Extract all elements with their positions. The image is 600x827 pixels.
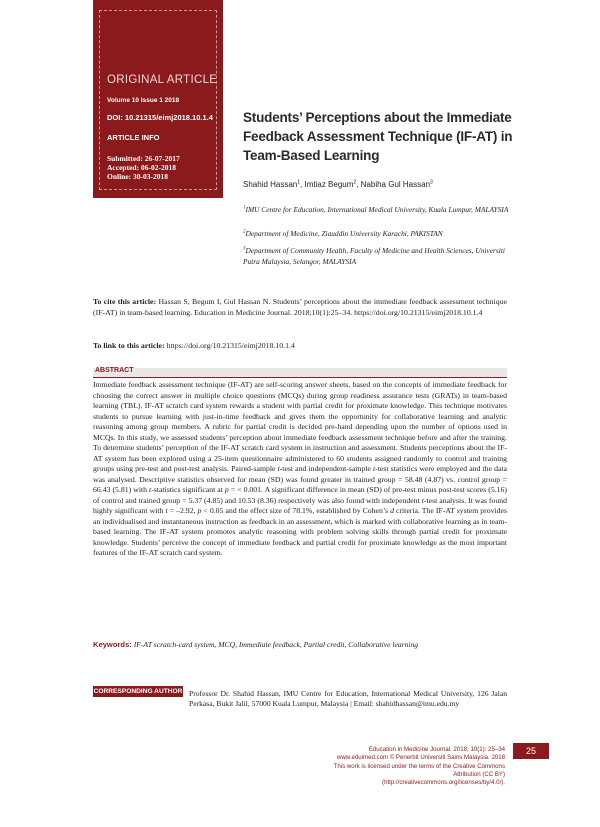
abstract-symbol: t [149,485,152,494]
abstract-heading: ABSTRACT [95,367,134,374]
link-label: To link to this article: [93,341,165,350]
doi: DOI: 10.21315/eimj2018.10.1.4 [107,113,213,122]
corresponding-author-label: CORRESPONDING AUTHOR [93,688,183,695]
author-list [243,180,433,189]
author-separator: , [300,180,305,189]
author-name: Nabiha Gul Hassan [360,180,431,189]
article-dates [107,154,180,181]
affiliation [243,246,523,267]
article-info-label: ARTICLE INFO [107,133,160,142]
author-name: Shahid Hassan [243,180,298,189]
author-name: Imtiaz Begum [304,180,354,189]
abstract-heading-bar [93,368,507,378]
article-info-panel [93,0,223,198]
keywords [93,640,507,650]
abstract-symbol: t [372,464,376,473]
affiliation-text: Department of Medicine, Ziauddin University Karachi, PAKISTAN [245,229,443,238]
abstract-text: < 0.05 and the effect size of 78.1%, established by Cohen’s [201,506,391,515]
affiliation-text: IMU Centre for Education, International Medical University, Kuala Lumpur, MALAYSIA [245,205,509,214]
footer-license-url: (http://creativecommons.org/licenses/by/4.0/). [382,779,505,787]
online-date: Online: 30-03-2018 [107,172,169,181]
page-number: 25 [513,743,549,759]
abstract-text: -statistics significant at [151,485,225,494]
abstract-symbol: t [277,464,280,473]
author-affil-mark: 1 [297,179,301,186]
affiliation [243,229,523,240]
article-link [93,341,295,350]
volume-info: Volume 10 Issue 1 2018 [107,97,180,104]
submitted-date: Submitted: 26-07-2017 [107,154,180,163]
abstract-text: -test and independent-sample [279,464,373,473]
citation [93,297,507,318]
keywords-label: Keywords: [93,640,132,649]
affiliation-text: Department of Community Health, Faculty of Medicine and Health Sciences, Universiti Putra Malaysia, Selangor, MALAYSIA [243,246,505,266]
abstract-body [93,380,507,559]
affiliation-mark: 3 [243,246,246,252]
abstract-text: -test statistics were employed and the data was analysed. Descriptive statistics observed for mean (SD) was found greater in trained group = 58.48 (4.87) vs. control group = 66.43 (5.81) with [93,464,507,494]
abstract-symbol: p [224,485,229,494]
abstract-text: criteria. The IF-AT system provides an individualised and instantaneous instruction as feedback in an assessment, which is marked with collaborative learning as in team-based learning. The IF-AT system promotes analytic reasoning with problem solving skills through partial credit for proximate knowledge. Students’ perceive the concept of immediate feedback and partial credit for proximate knowledge as the most important features of the IF-AT scratch card system. [93,506,507,557]
doi-link[interactable]: https://doi.org/10.21315/eimj2018.10.1.4 [166,341,295,350]
citation-text: Hassan S, Begum I, Gul Hassan N. Students’ perceptions about the immediate feedback assessment technique (IF-AT) in team-based learning. Education in Medicine Journal. 2018;10(1):25–34. https://doi.org/10.21315/eimj2018.10.1.4 [93,297,507,317]
abstract-text: -test analysis. It was found highly significant with [93,495,507,515]
abstract-text: Immediate feedback assessment technique (IF-AT) are self-scoring answer sheets, based on the concepts of immediate feedback for choosing the correct answer in multiple choice questions (MCQs) during group readiness assurance tests (GRATs) in team-based learning (TBL). IF-AT scratch card system rewards a student with partial credit for proximate knowledge. This technique motivates students to pursue learning with just-in-time feedback and gives them the opportunity for collaborative learning and analytic reasoning among group members. A rubric for partial credit is decided pre-hand depending upon the number of options used in MCQs. In this study, we assessed students’ perception about immediate feedback assessment technique before and after the training. To determine students’ perception of the IF-AT scratch card system in instruction and assessment. Students perceptions about the IF-AT system has been explored using a 25-item questionnaire administered to 60 students assigned randomly to control and training groups using pre-test and post-test analysis. Paired-sample [93,380,507,473]
corresponding-author-details: Professor Dr. Shahid Hassan, IMU Centre for Education, International Medical University, 126 Jalan Perkasa, Bukit Jalil, 57000 Kuala Lumpur, Malaysia | Email: shahidhassan@imu.edu.my [189,689,507,708]
keywords-list: IF-AT scratch-card system, MCQ, Immediate feedback, Partial credit, Collaborative learning [133,640,419,649]
accepted-date: Accepted: 06-02-2018 [107,163,176,172]
affiliation-mark: 1 [243,205,246,211]
article-type: ORIGINAL ARTICLE [107,74,218,86]
footer-copyright: www.eduimed.com © Penerbit Universiti Sains Malaysia. 2018 [336,754,505,762]
article-title: Students’ Perceptions about the Immediate Feedback Assessment Technique (IF-AT) in Team-Based Learning [243,110,513,163]
journal-footer [305,746,505,787]
author-affil-mark: 2 [353,179,357,186]
abstract-symbol: d [390,506,394,515]
footer-journal: Education in Medicine Journal. 2018; 10(1): 25–34 [368,746,505,753]
citation-label: To cite this article: [93,297,157,306]
affiliation [243,205,523,216]
abstract-symbol: t [421,495,424,505]
abstract-symbol: t [165,506,168,515]
footer-license: This work is licensed under the terms of the Creative Commons Attribution (CC BY) [333,762,505,778]
abstract-text: = < 0.001. A significant difference in mean (SD) of pre-test minus post-test scores (5.16) of control and trained group = 5.37 (4.85) and 10.53 (8.36) respectively was also found with independent [93,485,507,505]
abstract-symbol: p [197,506,202,515]
affiliation-mark: 2 [243,229,246,235]
author-affil-mark: 3 [430,179,433,186]
abstract-text: = –2.92, [167,506,198,515]
author-separator: , [356,180,361,189]
